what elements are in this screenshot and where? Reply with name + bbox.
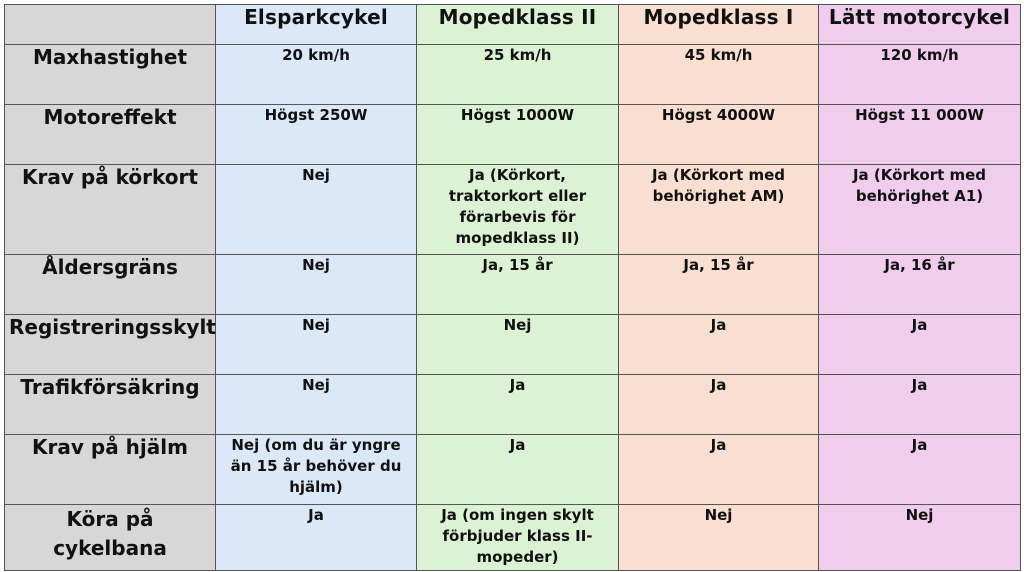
row-label: Krav på hjälm: [5, 435, 216, 505]
comparison-table: [4, 4, 1021, 571]
row-label: Motoreffekt: [5, 105, 216, 165]
table-row: [5, 45, 1021, 105]
table-cell: Ja: [619, 315, 819, 375]
row-label: Maxhastighet: [5, 45, 216, 105]
table-cell: Ja: [819, 435, 1021, 505]
table-cell: Ja (Körkort med behörighet AM): [619, 165, 819, 255]
table-cell: 120 km/h: [819, 45, 1021, 105]
table-cell: Nej: [216, 255, 417, 315]
table-cell: Ja, 15 år: [619, 255, 819, 315]
table-cell: Nej: [216, 315, 417, 375]
table-cell: 20 km/h: [216, 45, 417, 105]
table-cell: Ja: [619, 435, 819, 505]
row-label: Registreringsskylt: [5, 315, 216, 375]
row-label: Krav på körkort: [5, 165, 216, 255]
table-cell: Nej: [216, 375, 417, 435]
table-cell: Nej: [819, 505, 1021, 571]
table-cell: Ja, 16 år: [819, 255, 1021, 315]
table-cell: Högst 4000W: [619, 105, 819, 165]
table-row: [5, 315, 1021, 375]
table-cell: Ja (Körkort med behörighet A1): [819, 165, 1021, 255]
table-cell: Högst 1000W: [417, 105, 619, 165]
table-cell: Ja: [417, 375, 619, 435]
table-cell: 25 km/h: [417, 45, 619, 105]
header-row: [5, 5, 1021, 45]
row-label: Köra på cykelbana: [5, 505, 216, 571]
table-cell: Ja: [819, 315, 1021, 375]
header-mopedklass-1: Mopedklass I: [619, 5, 819, 45]
table-cell: Ja: [619, 375, 819, 435]
table-row: [5, 105, 1021, 165]
table-row: [5, 165, 1021, 255]
table-cell: Ja (Körkort, traktorkort eller förarbevis för mopedklass II): [417, 165, 619, 255]
table-cell: Nej: [216, 165, 417, 255]
table-cell: Högst 11 000W: [819, 105, 1021, 165]
header-mopedklass-2: Mopedklass II: [417, 5, 619, 45]
header-elsparkcykel: Elsparkcykel: [216, 5, 417, 45]
table-cell: Nej: [619, 505, 819, 571]
table-cell: Högst 250W: [216, 105, 417, 165]
corner-cell: [5, 5, 216, 45]
table-cell: Ja (om ingen skylt förbjuder klass II-mopeder): [417, 505, 619, 571]
table-cell: Ja, 15 år: [417, 255, 619, 315]
table-cell: Ja: [216, 505, 417, 571]
table-row: [5, 255, 1021, 315]
table-cell: 45 km/h: [619, 45, 819, 105]
table-row: [5, 375, 1021, 435]
table-cell: Nej (om du är yngre än 15 år behöver du hjälm): [216, 435, 417, 505]
row-label: Trafikförsäkring: [5, 375, 216, 435]
row-label: Åldersgräns: [5, 255, 216, 315]
table-cell: Nej: [417, 315, 619, 375]
table-row: [5, 435, 1021, 505]
table-cell: Ja: [417, 435, 619, 505]
table-cell: Ja: [819, 375, 1021, 435]
table-row: [5, 505, 1021, 571]
header-latt-motorcykel: Lätt motorcykel: [819, 5, 1021, 45]
